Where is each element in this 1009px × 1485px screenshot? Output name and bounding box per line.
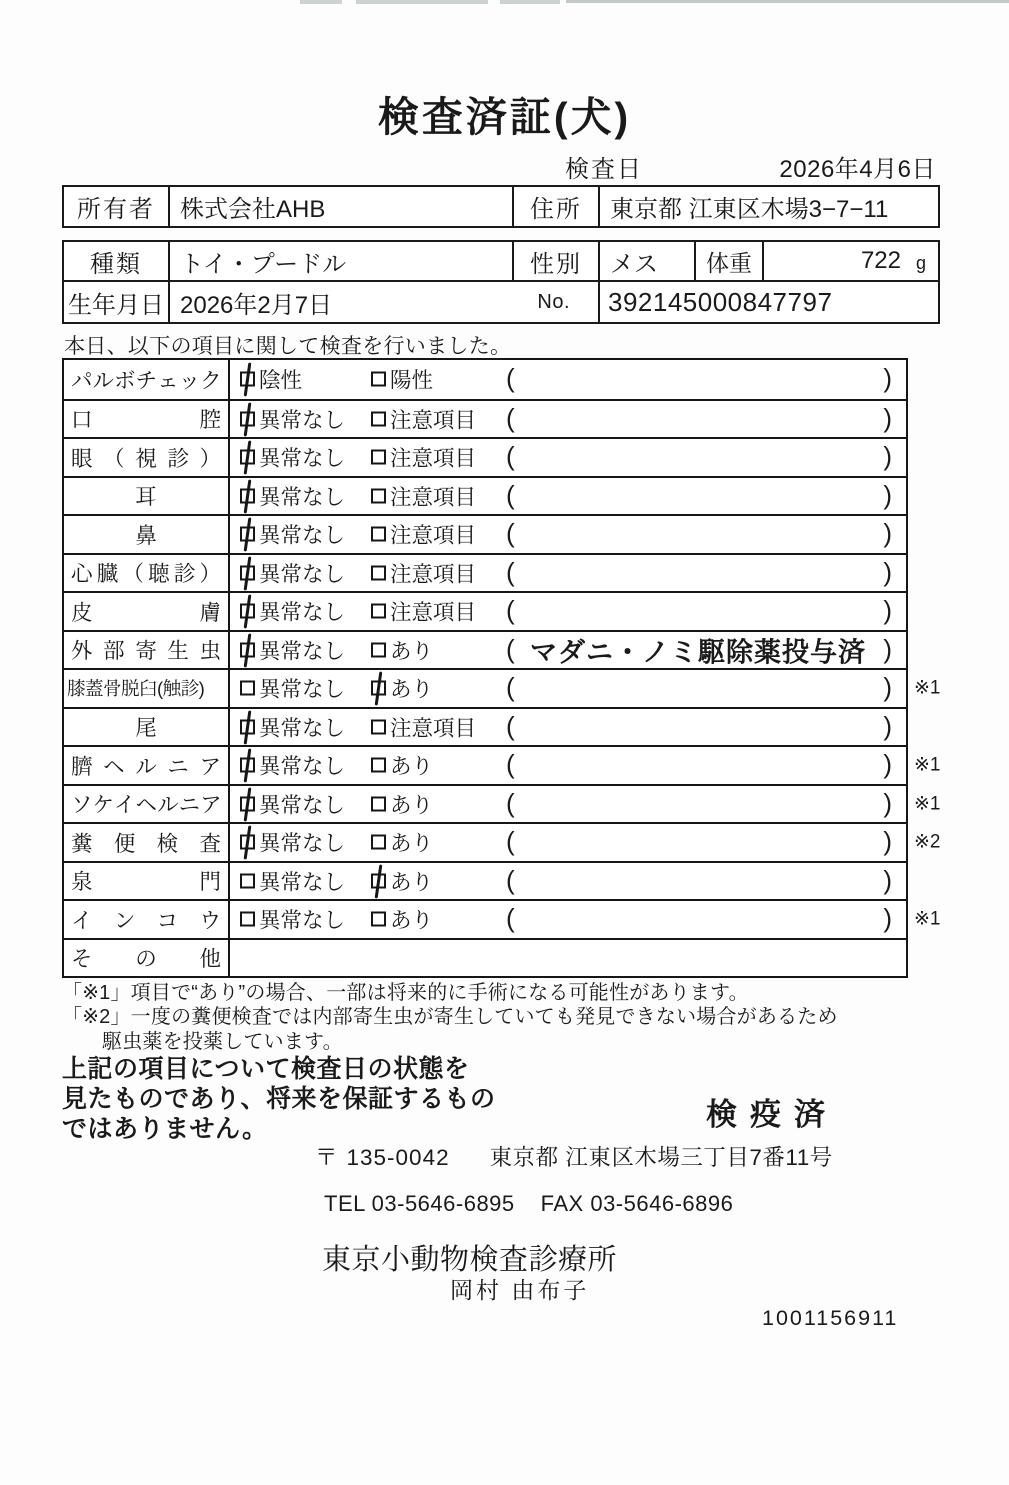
clinic-name: 東京小動物検査診療所 [322,1244,618,1276]
pet-row-2 [64,282,938,322]
exam-option [240,364,302,395]
exam-row-label [64,940,230,977]
exam-row [64,630,906,669]
exam-row-label [64,824,230,861]
exam-option [371,480,476,511]
exam-label-char: 検 [156,831,179,856]
exam-label-char: 査 [199,831,221,856]
paren-close: ) [883,749,892,780]
checkbox-icon [240,681,255,696]
weight-value [762,242,938,280]
exam-option [371,557,476,588]
exam-row-body [230,360,906,399]
checkbox-checked-icon [240,796,255,811]
exam-label-char: 皮 [71,600,93,625]
exam-row-body [230,786,906,823]
paren-open: ( [506,903,515,934]
exam-option-label: あり [390,677,434,702]
veterinarian-name: 岡村 由布子 [450,1277,590,1303]
exam-row-label [64,786,230,823]
exam-option [240,519,345,550]
exam-row-body [230,632,906,669]
pet-row-1 [64,242,938,282]
address-label: 住所 [512,187,598,226]
exam-label-char: ル [92,368,115,393]
exam-option [371,750,433,781]
exam-option [240,711,345,742]
exam-option-label: 注意項目 [390,446,477,471]
exam-option [240,865,345,896]
exam-row [64,707,906,746]
checkbox-icon [371,565,386,580]
exam-row [64,514,906,553]
species-value: トイ・プードル [168,242,512,280]
exam-option [371,442,476,473]
intro-text: 本日、以下の項目に関して検査を行いました。 [64,335,512,358]
exam-label-char: ア [200,793,222,818]
exam-label-char: （ [122,562,144,587]
checkbox-checked-icon [371,681,386,696]
exam-label-char: 腔 [199,408,221,433]
exam-label-char: ン [113,908,136,933]
exam-option-label: あり [390,831,434,856]
footnote-ref: ※1 [914,908,941,930]
checkbox-checked-icon [240,604,255,619]
exam-label-char: ル [157,793,179,818]
postal-code: 135-0042 [346,1145,450,1170]
exam-row-body [230,863,906,900]
exam-row-body [230,709,906,746]
scan-artifact [566,0,1009,3]
microchip-no-label: No. [537,290,570,313]
disclaimer-text [62,1054,496,1144]
scan-artifact [356,0,488,4]
exam-label-char: 糞 [71,831,93,856]
exam-label-char: ソ [71,793,93,818]
exam-option-label: 異常なし [259,831,346,856]
owner-label: 所有者 [77,196,155,223]
paren-close: ) [883,441,892,472]
exam-row [64,591,906,630]
checkbox-checked-icon [240,372,255,387]
exam-label-char: ニ [178,793,201,818]
exam-option-label: 注意項目 [390,485,477,510]
exam-option [371,634,433,665]
clinic-street-address: 東京都 江東区木場三丁目7番11号 [489,1145,833,1170]
exam-option [371,519,476,550]
paren-open: ( [506,363,515,394]
checkbox-icon [371,372,386,387]
exam-row-label: 耳 [64,478,230,515]
exam-label-char: 臓 [96,562,119,587]
checkbox-icon [371,796,386,811]
exam-option-label: 異常なし [259,908,346,933]
exam-label-char: 泉 [71,870,93,895]
checkbox-checked-icon [240,411,255,426]
checkbox-icon [371,604,386,619]
paren-open: ( [506,787,515,818]
exam-option [240,557,345,588]
birth-cell [168,282,598,322]
paren-close: ) [883,518,892,549]
exam-row-body [230,555,906,592]
checkbox-checked-icon [240,835,255,850]
birth-label: 生年月日 [68,291,164,319]
exam-label-char: 寄 [135,639,157,664]
exam-row [64,668,941,707]
exam-option-label: 異常なし [259,446,346,471]
microchip-no-value: 392145000847797 [598,282,938,322]
exam-option-label: 異常なし [259,639,346,664]
exam-option [371,403,476,434]
exam-label-char: （ [103,446,125,471]
exam-option-label: 陽性 [390,368,434,393]
exam-option-label: 異常なし [259,677,346,702]
exam-option-label: あり [390,870,434,895]
paren-close: ) [883,402,892,433]
exam-option [240,788,345,819]
footnote-ref: ※1 [914,754,941,776]
exam-row-body [230,516,906,553]
exam-option-label: 注意項目 [390,408,477,433]
exam-row [64,553,906,592]
checkbox-icon [240,912,255,927]
exam-label-char: 眼 [71,446,93,471]
exam-label-char: 門 [199,870,221,895]
paren-open: ( [506,749,515,780]
document-serial-number: 1001156911 [762,1306,899,1330]
paren-open: ( [506,556,515,587]
exam-option-label: 注意項目 [390,600,477,625]
checkbox-icon [371,912,386,927]
exam-option [371,596,476,627]
paren-close: ) [883,672,892,703]
footnote-ref: ※1 [914,793,941,815]
checkbox-checked-icon [240,719,255,734]
exam-option [240,403,345,434]
paren-open: ( [506,479,515,510]
paren-close: ) [883,710,892,741]
exam-option [240,442,345,473]
exam-label-char: 生 [167,639,189,664]
exam-label-char: 診 [173,562,196,587]
exam-row-body [230,478,906,515]
address-value: 東京都 江東区木場3−7−11 [598,187,938,226]
paren-close: ) [883,363,892,394]
exam-row-label [64,747,230,784]
pet-table [62,240,940,324]
checkbox-checked-icon [240,527,255,542]
checkbox-checked-icon [240,642,255,657]
exam-option-label: 注意項目 [390,716,477,741]
exam-row-body [230,670,906,707]
exam-label-char: そ [71,947,93,972]
exam-row-body [230,940,906,977]
exam-option-label: 異常なし [259,485,346,510]
exam-row-label: 膝蓋骨脱臼(触診) [64,670,230,707]
checkbox-icon [371,411,386,426]
exam-row-label: 尾 [64,709,230,746]
exam-label-char: 他 [199,947,221,972]
sex-value: メス [598,242,694,280]
inspection-date-label: 検査日 [565,156,643,183]
exam-label-char: イ [114,793,136,818]
exam-row-label [64,439,230,476]
checkbox-icon [371,835,386,850]
checkbox-checked-icon [240,565,255,580]
exam-option-label: 陰性 [259,368,303,393]
exam-label-char: の [135,947,157,972]
exam-option-label: あり [390,793,434,818]
footnote-ref: ※1 [914,677,941,699]
exam-option-label: 異常なし [259,793,346,818]
exam-option-label: 異常なし [259,523,346,548]
exam-label-char: ヘ [103,754,125,779]
exam-option-label: 注意項目 [390,523,477,548]
checkbox-icon [371,642,386,657]
owner-table [62,185,940,228]
exam-row [64,861,906,900]
paren-open: ( [506,864,515,895]
checkbox-icon [371,758,386,773]
paren-close: ) [883,787,892,818]
exam-label-char: ッ [178,368,201,393]
footnote-ref: ※2 [914,831,941,853]
finding-note: マダニ・ノミ駆除薬投与済 [530,637,866,668]
exam-option-label: 異常なし [259,562,346,587]
exam-label-char: パ [71,368,93,393]
exam-label-char: ） [199,446,221,471]
exam-label-char: 視 [135,446,157,471]
exam-option [371,827,433,858]
exam-option-label: 異常なし [259,716,346,741]
exam-row-label: 鼻 [64,516,230,553]
exam-label-char: ル [135,754,157,779]
weight-label: 体重 [694,242,762,280]
sex-label: 性別 [512,242,598,280]
species-label: 種類 [90,250,142,278]
clinic-fax: FAX 03-5646-6896 [540,1191,734,1216]
exam-option-label: 異常なし [259,408,346,433]
footnote-2: 「※2」一度の糞便検査では内部寄生虫が寄生していても発見できない場合があるため [62,1006,838,1028]
exam-option [371,904,433,935]
paren-close: ) [883,595,892,626]
exam-label-char: 聴 [148,562,170,587]
exam-row [64,745,941,784]
exam-option [240,904,345,935]
exam-option-label: あり [390,754,434,779]
paren-open: ( [506,633,515,664]
exam-row [64,938,906,977]
exam-label-char: ア [199,754,221,779]
checkbox-icon [371,719,386,734]
owner-value: 株式会社AHB [168,187,512,226]
exam-option [240,634,345,665]
paren-close: ) [883,826,892,857]
exam-row [64,437,906,476]
page-title: 検査済証(犬) [377,94,632,140]
exam-row-body [230,401,906,438]
exam-label-char: 臍 [71,754,93,779]
birth-value: 2026年2月7日 [180,291,333,319]
postal-mark: 〒 [315,1145,338,1170]
paren-close: ) [883,864,892,895]
exam-row-body [230,824,906,861]
exam-option-label: あり [390,908,434,933]
exam-row-label [64,901,230,938]
exam-row [64,822,941,861]
exam-label-char: 外 [71,639,93,664]
disclaimer-line-1: 上記の項目について検査日の状態を [62,1055,470,1083]
exam-label-char: ク [200,368,222,393]
exam-label-char: ニ [167,754,189,779]
scan-artifact [500,0,560,4]
paren-close: ) [883,479,892,510]
exam-label-char: ェ [157,368,179,393]
exam-label-char: ヘ [135,793,158,818]
checkbox-icon [371,488,386,503]
exam-row-label [64,593,230,630]
inspection-date-line [62,149,940,183]
exam-row [64,476,906,515]
disclaimer-line-3: ではありません。 [62,1115,268,1143]
exam-row-label [64,401,230,438]
exam-label-char: ウ [199,908,221,933]
paren-open: ( [506,402,515,433]
checkbox-checked-icon [240,758,255,773]
disclaimer-line-2: 見たものであり、将来を保証するもの [62,1085,496,1113]
checkbox-icon [371,527,386,542]
clinic-tel: TEL 03-5646-6895 [324,1191,515,1216]
inspection-date-value: 2026年4月6日 [779,156,936,183]
exam-option-label: あり [390,639,434,664]
exam-label-char: ケ [92,793,115,818]
paren-close: ) [883,903,892,934]
exam-option [240,673,345,704]
exam-label-char: 心 [71,562,93,587]
checkbox-checked-icon [240,450,255,465]
exam-option [371,673,433,704]
exam-row-body [230,747,906,784]
footnote-2-cont: 駆虫薬を投薬しています。 [102,1031,343,1053]
exam-label-char: チ [135,368,158,393]
exam-label-char: 虫 [199,639,221,664]
exam-option [240,827,345,858]
clinic-address-line [315,1140,833,1172]
paren-close: ) [883,556,892,587]
exam-label-char: イ [71,908,93,933]
exam-row [64,784,941,823]
exam-row-body [230,439,906,476]
exam-label-char: コ [156,908,179,933]
paren-open: ( [506,595,515,626]
exam-option [371,364,433,395]
paren-open: ( [506,441,515,472]
exam-row [64,899,941,938]
exam-option-label: 異常なし [259,600,346,625]
paren-open: ( [506,826,515,857]
exam-row [64,399,906,438]
exam-label-char: ボ [114,368,136,393]
scan-artifact [300,0,342,4]
exam-label-char: 口 [71,408,93,433]
checkbox-icon [240,873,255,888]
exam-row-label [64,632,230,669]
footnote-1: 「※1」項目で“あり”の場合、一部は将来的に手術になる可能性があります。 [62,982,749,1004]
exam-row-label [64,360,230,399]
exam-row-label [64,863,230,900]
exam-option [240,596,345,627]
paren-open: ( [506,672,515,703]
exam-row-body [230,901,906,938]
exam-table [62,358,941,978]
paren-close: ) [883,633,892,664]
exam-option-label: 異常なし [259,754,346,779]
exam-option [371,788,433,819]
exam-option [240,480,345,511]
exam-option [240,750,345,781]
exam-row-body [230,593,906,630]
exam-option [371,865,433,896]
exam-row [64,360,906,399]
checkbox-checked-icon [371,873,386,888]
exam-label-char: 膚 [199,600,221,625]
paren-open: ( [506,518,515,549]
exam-label-char: 診 [167,446,189,471]
weight-unit: g [915,253,926,273]
exam-label-char: ） [199,562,221,587]
exam-option-label: 注意項目 [390,562,477,587]
paren-open: ( [506,710,515,741]
clinic-phone-line [324,1191,733,1217]
exam-option-label: 異常なし [259,870,346,895]
exam-row-label [64,555,230,592]
weight-number: 722 [860,247,901,274]
exam-label-char: 便 [113,831,136,856]
exam-label-char: 部 [103,639,125,664]
checkbox-checked-icon [240,488,255,503]
exam-option [371,711,476,742]
checkbox-icon [371,450,386,465]
quarantine-stamp: 検疫済 [706,1097,838,1132]
